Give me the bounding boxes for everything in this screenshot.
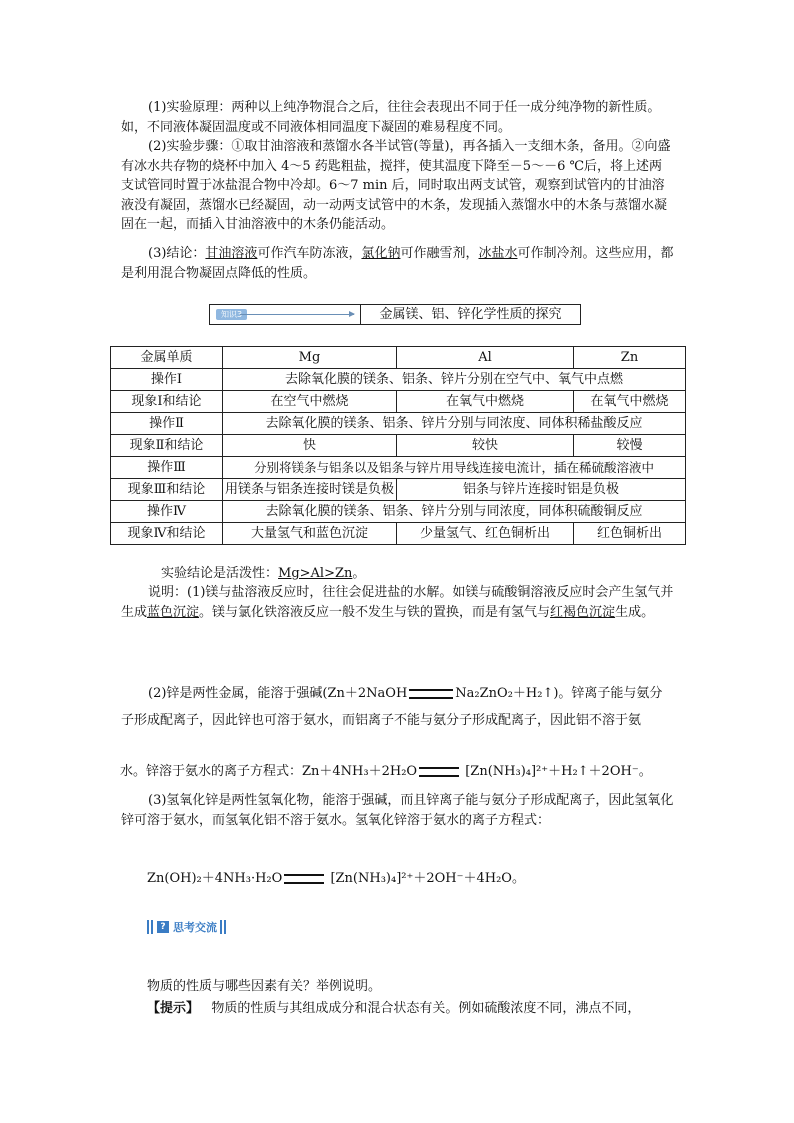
text: 可作制冷剂。这些应用，都是利用混合物凝固点降低的性质。 <box>121 246 674 281</box>
table-cell: 较快 <box>397 435 574 457</box>
table-cell: 在空气中燃烧 <box>223 391 397 413</box>
note-zinc-hydroxide: (3)氢氧化锌是两性氢氧化物，能溶于强碱，而且锌离子能与氨分子形成配离子，因此氢氧化锌可溶于氨水，而氢氧化铝不溶于氨水。氢氧化锌溶于氨水的离子方程式： <box>121 793 674 828</box>
equals-sign <box>284 874 324 884</box>
knowledge-tag-label: 知识3 <box>216 309 247 320</box>
experiment-conclusion <box>161 564 661 584</box>
equals-sign <box>419 767 459 777</box>
zinc-hydroxide-equation <box>147 869 700 889</box>
table-cell: 用镁条与铝条连接时镁是负极 <box>223 479 397 501</box>
text: [Zn(NH₃)₄]²⁺＋2OH⁻＋4H₂O。 <box>330 871 525 886</box>
table-cell: 操作Ⅳ <box>111 501 223 523</box>
table-cell: 大量氢气和蓝色沉淀 <box>223 523 397 545</box>
table-row <box>111 369 686 391</box>
question-icon: ? <box>157 921 169 933</box>
section-banner <box>209 304 581 325</box>
paragraph-principle: (1)实验原理：两种以上纯净物混合之后，往往会表现出不同于任一成分纯净物的新性质。如，不同液体凝固温度或不同液体相同温度下凝固的难易程度不同。 <box>121 100 661 135</box>
table-cell: 较慢 <box>574 435 686 457</box>
zinc-ammonia-equation <box>120 762 673 782</box>
text: Na₂ZnO₂＋H₂↑)。锌离子能与氨分子形成配离子，因此锌也可溶于氨水，而铝离子不能与氨分子形成配离子，因此铝不溶于氨 <box>121 686 663 728</box>
underlined-term: 蓝色沉淀 <box>147 604 200 620</box>
think-discuss-label <box>147 918 228 936</box>
hint-text <box>147 999 677 1019</box>
table-cell: 去除氧化膜的镁条、铝条、锌片分别在空气中、氧气中点燃 <box>223 369 686 391</box>
note-zinc <box>121 680 674 734</box>
table-cell: 少量氢气、红色铜析出 <box>397 523 574 545</box>
table-cell: 快 <box>223 435 397 457</box>
experiment-table <box>110 346 686 545</box>
table-cell: 金属单质 <box>111 347 223 369</box>
text: 水。锌溶于氨水的离子方程式：Zn＋4NH₃＋2H₂O <box>120 764 418 779</box>
text: Zn(OH)₂＋4NH₃·H₂O <box>147 871 283 886</box>
table-row <box>111 501 686 523</box>
underlined-term: 红褐色沉淀 <box>550 604 616 620</box>
section-title: 金属镁、铝、锌化学性质的探究 <box>379 307 562 322</box>
table-row <box>111 391 686 413</box>
bar-icon <box>224 920 226 934</box>
underlined-term: 冰盐水 <box>478 246 518 261</box>
table-cell: Al <box>397 347 574 369</box>
table-row <box>111 347 686 369</box>
table-cell: 操作Ⅰ <box>111 369 223 391</box>
text: [Zn(NH₃)₄]²⁺＋H₂↑＋2OH⁻。 <box>465 764 652 779</box>
text: (2)锌是两性金属，能溶于强碱(Zn＋2NaOH <box>148 686 408 701</box>
underlined-term: 氯化钠 <box>361 246 401 261</box>
text: 。 <box>352 566 366 581</box>
table-cell: 现象Ⅲ和结论 <box>111 479 223 501</box>
table-cell: 红色铜析出 <box>574 523 686 545</box>
table-cell: 分别将镁条与铝条以及铝条与锌片用导线连接电流计，插在稀硫酸溶液中 <box>223 457 686 479</box>
table-cell: 在氧气中燃烧 <box>397 391 574 413</box>
table-cell: 在氧气中燃烧 <box>574 391 686 413</box>
arrow-icon <box>240 314 354 315</box>
table-cell: Zn <box>574 347 686 369</box>
question-text: 物质的性质与哪些因素有关？举例说明。 <box>147 979 382 994</box>
knowledge-tag <box>210 305 361 324</box>
table-row <box>111 479 686 501</box>
table-cell: 现象Ⅳ和结论 <box>111 523 223 545</box>
text: 说明：(1)镁与盐溶液反应时，往往会促进盐的水解。如镁与硫酸铜溶液反应时会产生氢气并生成 <box>121 585 674 620</box>
table-cell: 去除氧化膜的镁条、铝条、锌片分别与同浓度、同体积稀盐酸反应 <box>223 413 686 435</box>
bar-icon <box>147 920 149 934</box>
equals-sign <box>409 689 453 699</box>
hint-label: 【提示】 <box>147 1001 200 1016</box>
underlined-term: Mg>Al>Zn <box>278 566 353 581</box>
underlined-term: 甘油溶液 <box>205 246 258 261</box>
think-label-text: 思考交流 <box>173 921 217 934</box>
table-cell: 铝条与锌片连接时铝是负极 <box>397 479 686 501</box>
paragraph-conclusion <box>121 244 674 283</box>
text: 可作融雪剂， <box>400 246 479 261</box>
text: (3)结论： <box>148 246 206 261</box>
note-magnesium <box>121 583 674 622</box>
bar-icon <box>151 920 153 934</box>
table-cell: Mg <box>223 347 397 369</box>
table-cell: 操作Ⅲ <box>111 457 223 479</box>
table-cell: 去除氧化膜的镁条、铝条、锌片分别与同浓度，同体积硫酸铜反应 <box>223 501 686 523</box>
table-cell: 现象Ⅱ和结论 <box>111 435 223 457</box>
text: 。镁与氯化铁溶液反应一般不发生与铁的置换，而是有氢气与 <box>199 604 551 620</box>
text: 可作汽车防冻液， <box>257 246 362 261</box>
table-row <box>111 457 686 479</box>
table-cell: 现象Ⅰ和结论 <box>111 391 223 413</box>
text: 生成。 <box>615 604 655 620</box>
table-row <box>111 435 686 457</box>
text: 实验结论是活泼性： <box>161 566 279 581</box>
table-row <box>111 523 686 545</box>
text: 物质的性质与其组成成分和混合状态有关。例如硫酸浓度不同，沸点不同， <box>211 1001 641 1016</box>
paragraph-steps: (2)实验步骤：①取甘油溶液和蒸馏水各半试管(等量)，再各插入一支细木条，备用。②向盛有冰水共存物的烧杯中加入 4～5 药匙粗盐，搅拌，使其温度下降至－5～－6 ℃后，将上述两支试管同时置于冰盐混合物中冷却。6～7 min 后，同时取出两支试管，观察到试管内的甘油溶液没有凝固，蒸馏水已经凝固，动一动两支试管中的木条，发现插入蒸馏水中的木条与蒸馏水凝固在一起，而插入甘油溶液中的木条仍能活动。 <box>121 139 671 232</box>
bar-icon <box>220 920 222 934</box>
table-row <box>111 413 686 435</box>
table-cell: 操作Ⅱ <box>111 413 223 435</box>
